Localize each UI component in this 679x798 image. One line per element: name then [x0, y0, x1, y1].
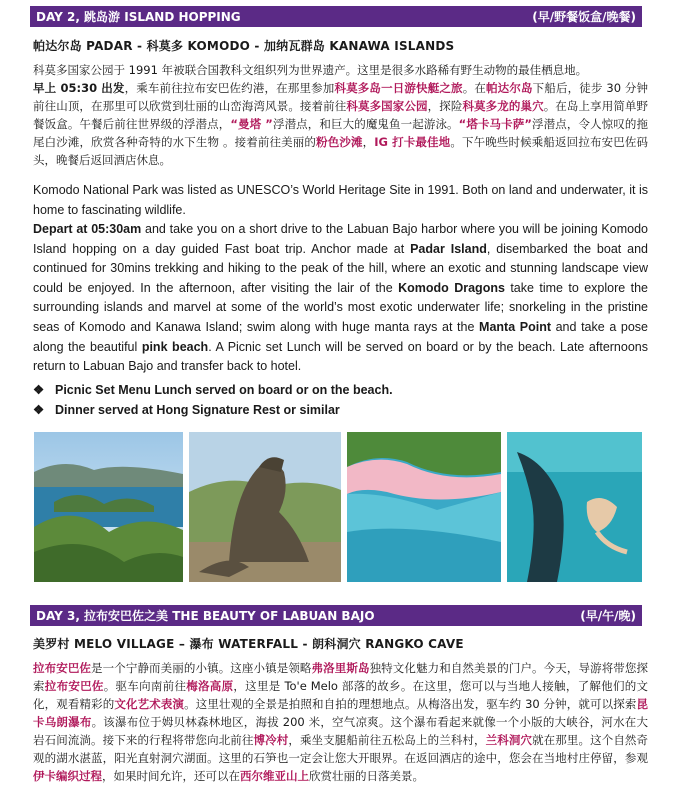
- day2-meals: (早/野餐饭盒/晚餐): [532, 10, 636, 24]
- diamond-bullet-icon: ❖: [33, 383, 45, 397]
- day2-en-itinerary: Depart at 05:30am and take you on a short drive to the Labuan Bajo harbor where you will be joining Komodo Island hopping on a day guided Fast boat trip. Anchor made at Padar Island, disembarked the boat and continued for 30mins trekking and hiking to the peak of the hill, where an exotic and stunning landscape view could be enjoyed. In the afternoon, after visiting the lair of the Komodo Dragons take time to explore the surrounding islands and marvel at some of the world’s most exotic underwater life; snorkeling in the pristine seas of Komodo and Kanawa Island; swim along with huge manta rays at the Manta Point and take a pose along the beautiful pink beach. A Picnic set Lunch will be served on board or by the beach. Late afternoons return to Labuan Bajo and transfer back to hotel.: [33, 222, 649, 374]
- day3-title: DAY 3, 拉布安巴佐之美 THE BEAUTY OF LABUAN BAJO: [36, 609, 375, 623]
- manta-ray-snorkel-photo: [507, 432, 642, 582]
- meal-bullet-lunch: ❖ Picnic Set Menu Lunch served on board or on the beach.: [33, 383, 393, 397]
- komodo-dragon-photo: [189, 432, 341, 582]
- day3-header-bar: [30, 605, 642, 626]
- day2-cn-itinerary: 早上 05:30 出发，乘车前往拉布安巴佐约港，在那里参加科莫多岛一日游快艇之旅。在帕达尔岛下船后，徒步 30 分钟前往山顶，在那里可以欣赏到壮丽的山峦海湾风景。接着前往科莫多国家公园，探险科莫多龙的巢穴。在岛上享用简单野餐饭盒。午餐后前往世界级的浮潜点，“曼塔 ”浮潜点，和巨大的魔鬼鱼一起游泳。“塔卡马卡萨”浮潜点，令人惊叹的拖尾白沙滩，欣赏各种奇特的水下生物 。接着前往美丽的粉色沙滩，IG 打卡最佳地。下午晚些时候乘船返回拉布安巴佐码头，晚餐后返回酒店休息。: [33, 81, 649, 167]
- day3-cn-itinerary: 拉布安巴佐是一个宁静而美丽的小镇。这座小镇是领略弗洛里斯岛独特文化魅力和自然美景的门户。今天，导游将带您探索拉布安巴佐。驱车向南前往梅洛高原，这里是 To'e Melo 部落的故乡。在这里，您可以与当地人接触，了解他们的文化，观看精彩的文化艺术表演。这里壮观的全景是拍照和自拍的理想地点。从梅洛出发，驱车约 30 分钟，就可以探索昆卡乌朗瀑布。该瀑布位于姆贝林森林地区，海拔 200 米，空气凉爽。这个瀑布看起来就像一个小版的大峡谷，河水在大岩石间流淌。接下来的行程将带您向北前往博冷村，乘坐支腿船前往五松岛上的兰科村，兰科洞穴就在那里。这个自然奇观的湖水湛蓝，阳光直射洞穴湖面。这里的石笋也一定会让您大开眼界。在返回酒店的途中，您会在当地村庄停留，参观伊卡编织过程，如果时间允许，还可以在西尔维亚山上欣赏壮丽的日落美景。: [33, 661, 649, 783]
- pink-beach-aerial-photo: [347, 432, 501, 582]
- day3-meals: (早/午/晚): [580, 609, 636, 623]
- meal-bullet-dinner: ❖ Dinner served at Hong Signature Rest or similar: [33, 403, 340, 417]
- diamond-bullet-icon: ❖: [33, 403, 45, 417]
- day2-cn-intro: 科莫多国家公园于 1991 年被联合国教科文组织列为世界遗产。这里是很多水路稀有野生动物的最佳栖息地。: [33, 63, 588, 77]
- day2-route-subtitle: 帕达尔岛 PADAR - 科莫多 KOMODO - 加纳瓦群岛 KANAWA ISLANDS: [33, 39, 455, 53]
- padar-island-viewpoint-photo: [34, 432, 183, 582]
- day3-route-subtitle: 美罗村 MELO VILLAGE – 瀑布 WATERFALL - 朗科洞穴 RANGKO CAVE: [33, 637, 464, 651]
- day2-en-intro: Komodo National Park was listed as UNESCO’s World Heritage Site in 1991. Both on land and underwater, it is home to fascinating wildlife.: [33, 183, 648, 217]
- day2-header-bar: [30, 6, 642, 27]
- day2-title: DAY 2, 跳岛游 ISLAND HOPPING: [36, 10, 241, 24]
